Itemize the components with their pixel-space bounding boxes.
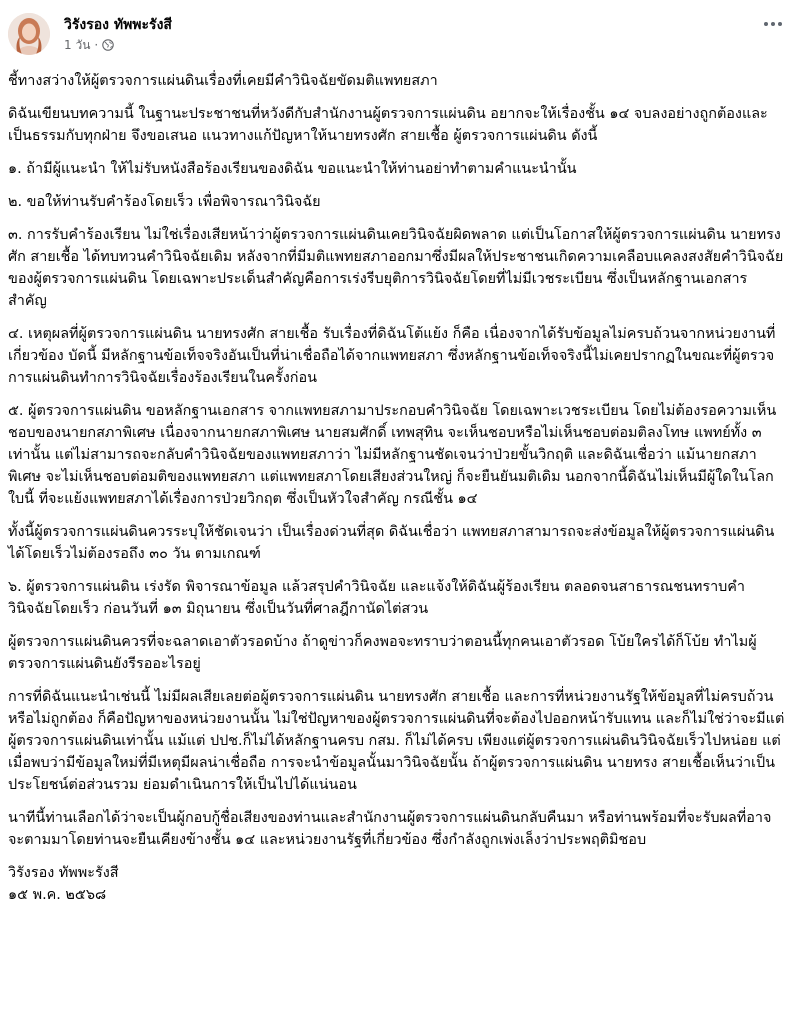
- avatar-photo: [8, 13, 50, 55]
- post-meta: [64, 37, 172, 53]
- post-title: ชี้ทางสว่างให้ผู้ตรวจการแผ่นดินเรื่องที่เคยมีคำวินิจฉัยขัดมติแพทยสภา: [8, 73, 438, 89]
- post-header: [8, 8, 792, 60]
- post-paragraph: ๖. ผู้ตรวจการแผ่นดิน เร่งรัด พิจารณาข้อมูล แล้วสรุปคำวินิจฉัย และแจ้งให้ดิฉันผู้ร้องเรียน ตลอดจนสาธารณชนทราบคำวินิจฉัยโดยเร็ว ก่อนวันที่ ๑๓ มิถุนายน ซึ่งเป็นวันที่ศาลฎีกานัดไต่สวน: [8, 579, 746, 617]
- author-avatar[interactable]: [8, 13, 50, 55]
- post-signature: วิรังรอง ทัพพะรังสี ๑๕ พ.ค. ๒๕๖๘: [8, 865, 119, 903]
- more-dot: [778, 22, 782, 26]
- more-horizontal-icon: [764, 22, 768, 26]
- post-paragraph: ดิฉันเขียนบทความนี้ ในฐานะประชาชนที่หวังดีกับสำนักงานผู้ตรวจการแผ่นดิน อยากจะให้เรื่องชั้น ๑๔ จบลงอย่างถูกต้องและเป็นธรรมกับทุกฝ่าย จึงขอเสนอ แนวทางแก้ปัญหาให้นายทรงศัก สายเชื้อ ผู้ตรวจการแผ่นดิน ดังนี้: [8, 106, 768, 144]
- post-paragraph: ผู้ตรวจการแผ่นดินควรที่จะฉลาดเอาตัวรอดบ้าง ถ้าดูข่าวก็คงพอจะทราบว่าตอนนี้ทุกคนเอาตัวรอด โบ้ยใครได้ก็โบ้ย ทำไมผู้ตรวจการแผ่นดินยังรีรออะไรอยู่: [8, 634, 757, 672]
- post-timestamp[interactable]: 1 วัน: [64, 37, 91, 52]
- post-paragraph: ๕. ผู้ตรวจการแผ่นดิน ขอหลักฐานเอกสาร จากแพทยสภามาประกอบคำวินิจฉัย โดยเฉพาะเวชระเบียน โดยไม่ต้องรอความเห็นชอบของนายกสภาพิเศษ เนื่องจากนายกสภาพิเศษ นายสมศักดิ์ เทพสุทิน จะเห็นชอบหรือไม่เห็นชอบต่อมติลงโทษ แพทย์ทั้ง ๓ เท่านั้น แต่ไม่สามารถจะกลับคำวินิจฉัยของแพทยสภาว่า ไม่มีหลักฐานชัดเจนว่าป่วยขั้นวิกฤติ และดิฉันเชื่อว่า แม้นายกสภาพิเศษ จะไม่เห็นชอบต่อมติของแพทยสภา แต่แพทยสภาโดยเสียงส่วนใหญ่ ก็จะยืนยันมติเดิม นอกจากนี้ดิฉันไม่เห็นมีผู้ใดในโลกใบนี้ ที่จะแย้งแพทยสภาได้เรื่องการป่วยวิกฤต ซึ่งเป็นหัวใจสำคัญ กรณีชั้น ๑๔: [8, 403, 777, 507]
- globe-icon[interactable]: [102, 39, 114, 51]
- meta-separator: ·: [94, 37, 99, 52]
- post-paragraph: ๔. เหตุผลที่ผู้ตรวจการแผ่นดิน นายทรงศัก สายเชื้อ รับเรื่องที่ดิฉันโต้แย้ง ก็คือ เนื่องจากได้รับข้อมูลไม่ครบถ้วนจากหน่วยงานที่เกี่ยวข้อง บัดนี้ มีหลักฐานข้อเท็จจริงอันเป็นที่น่าเชื่อถือได้จากแพทยสภา ซึ่งหลักฐานข้อเท็จจริงนี้ไม่เคยปรากฏในขณะที่ผู้ตรวจการแผ่นดินทำการวินิจฉัยเรื่องร้องเรียนในครั้งก่อน: [8, 326, 776, 386]
- author-name[interactable]: วิรังรอง ทัพพะรังสี: [64, 16, 172, 33]
- post-paragraph: ๓. การรับคำร้องเรียน ไม่ใช่เรื่องเสียหน้าว่าผู้ตรวจการแผ่นดินเคยวินิจฉัยผิดพลาด แต่เป็นโอกาสให้ผู้ตรวจการแผ่นดิน นายทรงศัก สายเชื้อ ได้ทบทวนคำวินิจฉัยเดิม หลังจากที่มีมติแพทยสภาออกมาซึ่งมีผลให้ประชาชนเกิดความเคลือบแคลงสงสัยคำวินิจฉัยของผู้ตรวจการแผ่นดิน โดยเฉพาะประเด็นสำคัญคือการเร่งรีบยุติการวินิจฉัยโดยที่ไม่มีเวชระเบียน ซึ่งเป็นหลักฐานเอกสารสำคัญ: [8, 227, 784, 309]
- post-paragraph: ๒. ขอให้ท่านรับคำร้องโดยเร็ว เพื่อพิจารณาวินิจฉัย: [8, 194, 321, 210]
- more-options-button[interactable]: [758, 12, 788, 36]
- more-dot: [771, 22, 775, 26]
- post-paragraph: การที่ดิฉันแนะนำเช่นนี้ ไม่มีผลเสียเลยต่อผู้ตรวจการแผ่นดิน นายทรงศัก สายเชื้อ และการที่หน่วยงานรัฐให้ข้อมูลที่ไม่ครบถ้วน หรือไม่ถูกต้อง ก็คือปัญหาของหน่วยงานนั้น ไม่ใช่ปัญหาของผู้ตรวจการแผ่นดินที่จะต้องไปออกหน้ารับแทน และก็ไม่ใช่ว่าจะมีแต่ผู้ตรวจการแผ่นดินเท่านั้น แม้แต่ ปปช.ก็ไม่ได้หลักฐานครบ กสม. ก็ไม่ได้ครบ เพียงแต่ผู้ตรวจการแผ่นดินวินิจฉัยเร็วไปหน่อย แต่เมื่อพบว่ามีข้อมูลใหม่ที่มีเหตุมีผลน่าเชื่อถือ การจะนำข้อมูลนั้นมาวินิจฉัยนั้น ถ้าผู้ตรวจการแผ่นดิน นายทรง สายเชื้อเห็นว่าเป็นประโยชน์ต่อส่วนรวม ย่อมดำเนินการให้เป็นไปได้แน่นอน: [8, 689, 785, 793]
- post-header-text: [64, 16, 172, 53]
- post-paragraph: ทั้งนี้ผู้ตรวจการแผ่นดินควรระบุให้ชัดเจนว่า เป็นเรื่องด่วนที่สุด ดิฉันเชื่อว่า แพทยสภาสามารถจะส่งข้อมูลให้ผู้ตรวจการแผ่นดิน ได้โดยเร็วไม่ต้องรอถึง ๓๐ วัน ตามเกณฑ์: [8, 524, 775, 562]
- post-paragraph: ๑. ถ้ามีผู้แนะนำ ให้ไม่รับหนังสือร้องเรียนของดิฉัน ขอแนะนำให้ท่านอย่าทำตามคำแนะนำนั้น: [8, 161, 577, 177]
- post-body: [8, 70, 786, 917]
- post-paragraph: นาทีนี้ท่านเลือกได้ว่าจะเป็นผู้กอบกู้ชื่อเสียงของท่านและสำนักงานผู้ตรวจการแผ่นดินกลับคืนมา หรือท่านพร้อมที่จะรับผลที่อาจจะตามมาโดยท่านจะยืนเคียงข้างชั้น ๑๔ และหน่วยงานรัฐที่เกี่ยวข้อง ซึ่งกำลังถูกเพ่งเล็งว่าประพฤติมิชอบ: [8, 810, 772, 848]
